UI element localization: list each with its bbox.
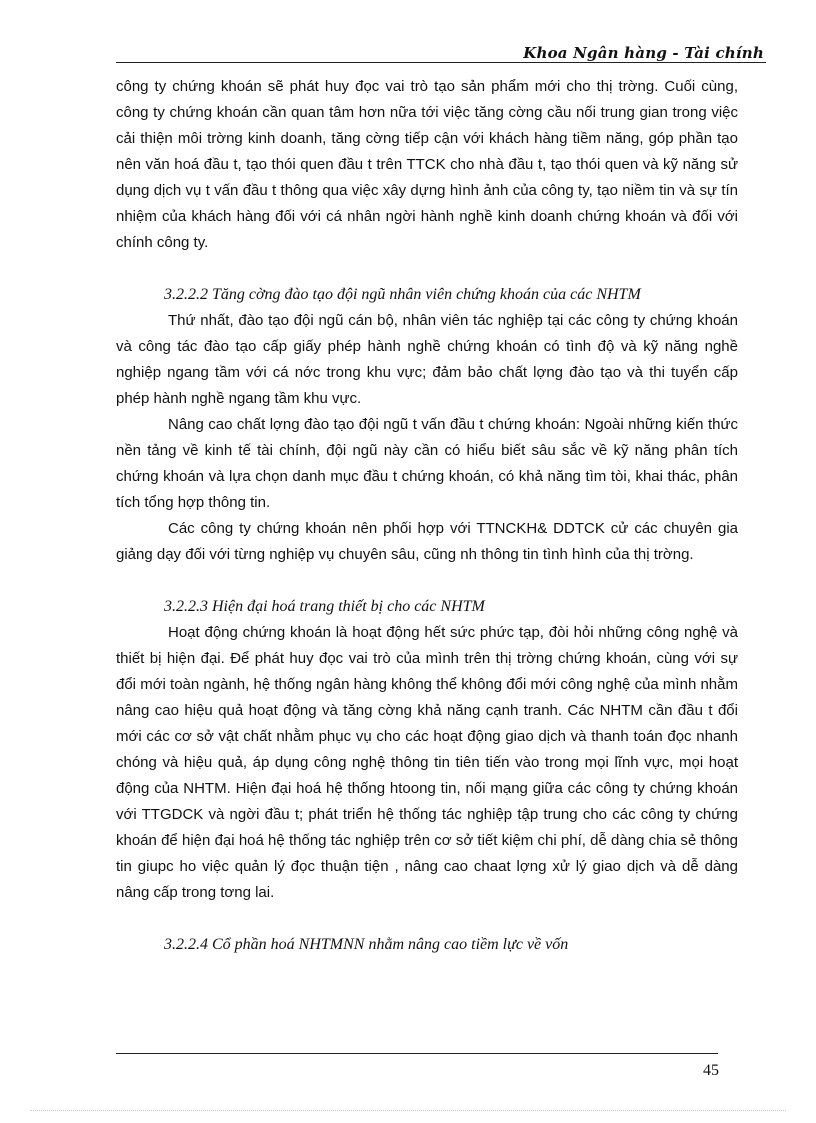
section-heading-3-2-2-2: 3.2.2.2 Tăng cờng đào tạo đội ngũ nhân viên chứng khoán của các NHTM [164, 286, 641, 303]
paragraph-training-staff: Thứ nhất, đào tạo đội ngũ cán bộ, nhân viên tác nghiệp tại các công ty chứng khoán và công tác đào tạo cấp giấy phép hành nghề chứng khoán có tình độ và kỹ năng nghề nghiệp ngang tầm với cá nớc trong khu vực; đảm bảo chất lợng đào tạo và thi tuyển cấp phép hành nghề ngang tầm khu vực. [116, 312, 738, 407]
header-rule [116, 62, 766, 63]
section-heading-3-2-2-4: 3.2.2.4 Cổ phần hoá NHTMNN nhằm nâng cao tiềm lực về vốn [164, 936, 569, 953]
paragraph-advisor-quality: Nâng cao chất lợng đào tạo đội ngũ t vấn đầu t chứng khoán: Ngoài những kiến thức nền tảng về kinh tế tài chính, đội ngũ này cần có hiểu biết sâu sắc về kỹ năng phân tích chứng khoán và lựa chọn danh mục đầu t chứng khoán, có khả năng tìm tòi, khai thác, phân tích tổng hợp thông tin. [116, 416, 738, 511]
header-title: Khoa Ngân hàng - Tài chính [523, 44, 764, 62]
spacer [116, 906, 738, 932]
page-edge-dotted-line [30, 1110, 786, 1111]
spacer [116, 568, 738, 594]
paragraph-coordination: Các công ty chứng khoán nên phối hợp với TTNCKH& DDTCK cử các chuyên gia giảng dạy đối với từng nghiệp vụ chuyên sâu, cũng nh thông tin tình hình của thị trờng. [116, 520, 738, 563]
page-body [116, 74, 738, 958]
spacer [116, 256, 738, 282]
paragraph-modernization: Hoạt động chứng khoán là hoạt động hết sức phức tạp, đòi hỏi những công nghệ và thiết bị hiện đại. Để phát huy đọc vai trò của mình trên thị trờng chứng khoán, cùng với sự đổi mới toàn ngành, hệ thống ngân hàng không thể không đổi mới công nghệ của mình nhằm nâng cao hiệu quả hoạt động và tăng cờng khả năng cạnh tranh. Các NHTM cần đầu t đổi mới các cơ sở vật chất nhằm phục vụ cho các hoạt động giao dịch và thanh toán đọc nhanh chóng và hiệu quả, áp dụng công nghệ thông tin tiên tiến vào trong mọi lĩnh vực, mọi hoạt động của NHTM. Hiện đại hoá hệ thống htoong tin, nối mạng giữa các công ty chứng khoán với TTGDCK và ngời đầu t; phát triển hệ thống tác nghiệp tập trung cho các công ty chứng khoán để hiện đại hoá hệ thống tác nghiệp trên cơ sở tiết kiệm chi phí, dễ dàng chia sẻ thông tin giupc ho việc quản lý đọc thuận tiện , nâng cao chaat lợng xử lý giao dịch và dễ dàng nâng cấp trong tơng lai. [116, 624, 738, 901]
section-heading-3-2-2-3: 3.2.2.3 Hiện đại hoá trang thiết bị cho các NHTM [164, 598, 485, 615]
page-number: 45 [703, 1062, 719, 1079]
footer-rule [116, 1053, 718, 1054]
paragraph-continuation: công ty chứng khoán sẽ phát huy đọc vai trò tạo sản phẩm mới cho thị trờng. Cuối cùng, công ty chứng khoán cần quan tâm hơn nữa tới việc tăng cờng cầu nối trung gian trong việc cải thiện môi trờng kinh doanh, tăng cờng tiếp cận với khách hàng tiềm năng, góp phần tạo nên văn hoá đầu t, tạo thói quen đầu t trên TTCK cho nhà đầu t, tạo thói quen và kỹ năng sử dụng dịch vụ t vấn đầu t thông qua việc xây dựng hình ảnh của công ty, tạo niềm tin và sự tín nhiệm của khách hàng đối với cá nhân ngời hành nghề kinh doanh chứng khoán và đối với chính công ty. [116, 78, 738, 251]
